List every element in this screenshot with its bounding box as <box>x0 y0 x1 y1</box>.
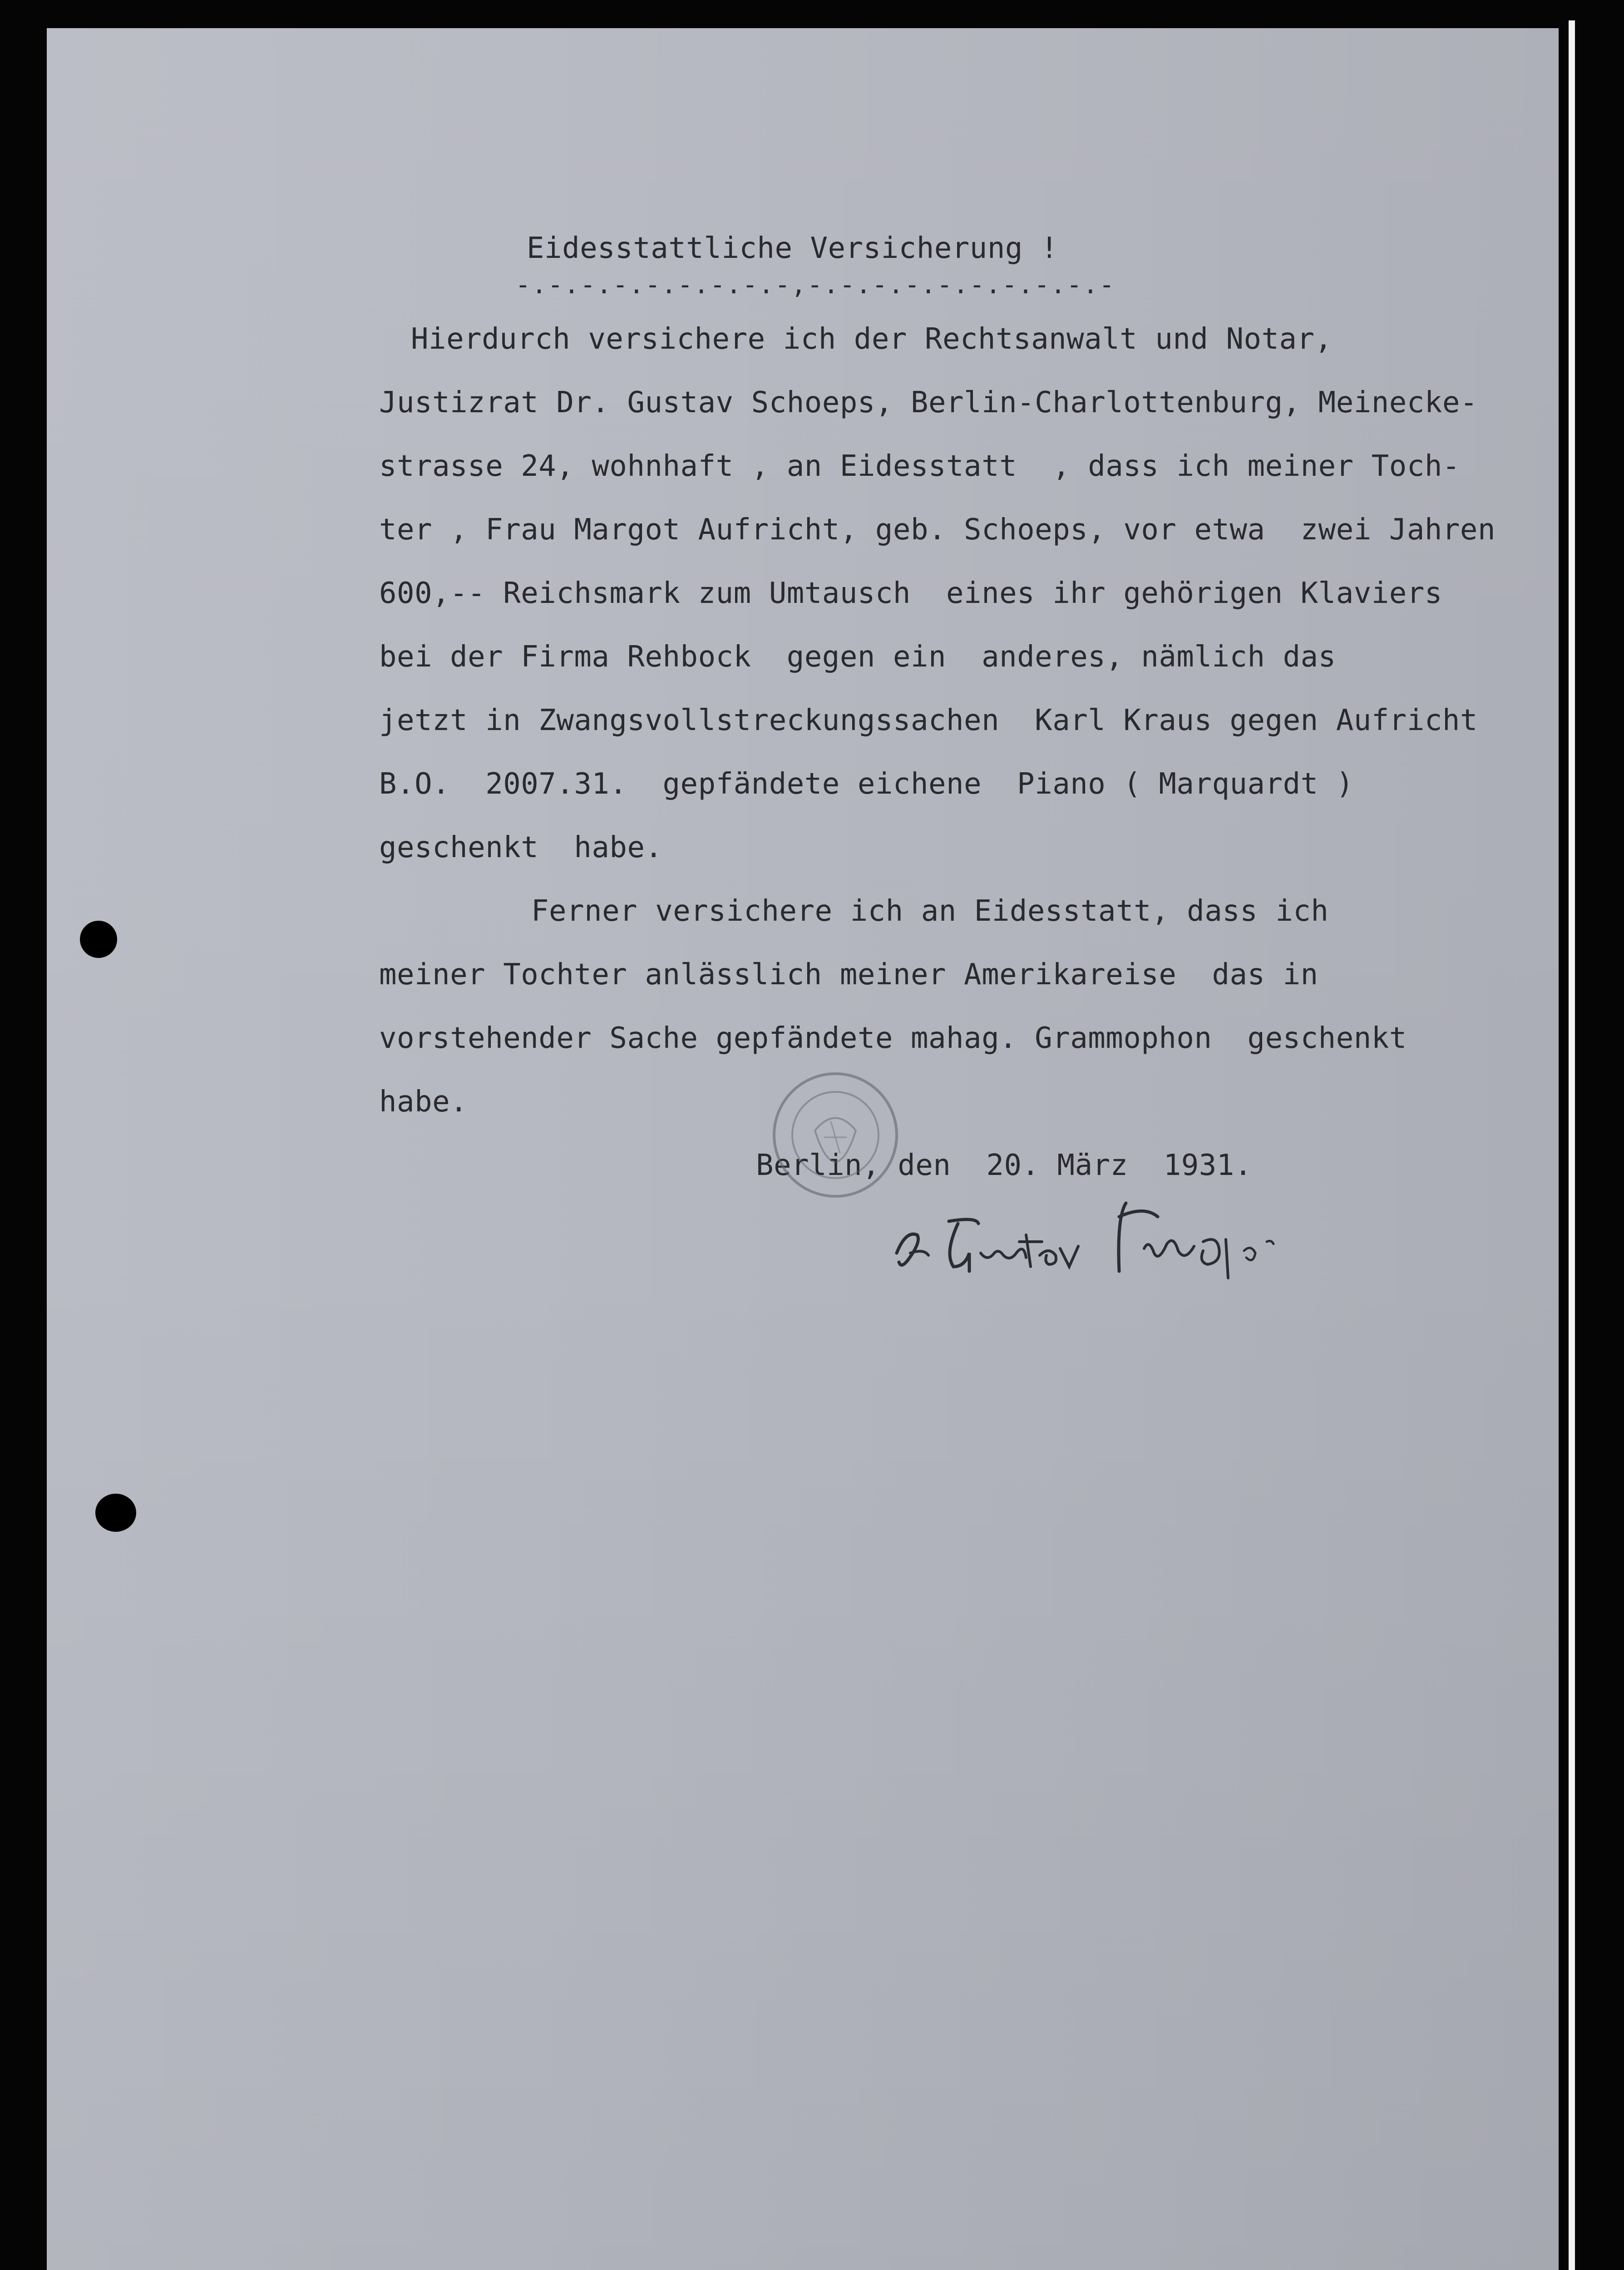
body-line-6: bei der Firma Rehbock gegen ein anderes, nämlich das <box>379 640 1336 674</box>
title-underline: -.-.-.-.-.-.-.-.-,-.-.-.-.-.-.-.-.-.- <box>515 270 1116 300</box>
place-date-line: Berlin, den 20. März 1931. <box>756 1149 1252 1182</box>
body-line-3: strasse 24, wohnhaft , an Eidesstatt , dass ich meiner Toch- <box>379 449 1460 483</box>
official-stamp-seal <box>763 1062 908 1208</box>
body-line-4: ter , Frau Margot Aufricht, geb. Schoeps, vor etwa zwei Jahren <box>379 513 1496 547</box>
punch-hole-bottom <box>95 1494 136 1532</box>
punch-hole-top <box>80 921 117 958</box>
document-title: Eidesstattliche Versicherung ! <box>527 232 1058 265</box>
scan-edge-strip <box>1569 20 1575 2270</box>
body-line-13: habe. <box>379 1085 468 1119</box>
body-line-10: Ferner versichere ich an Eidesstatt, dass ich <box>531 894 1329 928</box>
body-line-9: geschenkt habe. <box>379 831 663 864</box>
body-line-8: B.O. 2007.31. gepfändete eichene Piano ( Marquardt ) <box>379 767 1354 801</box>
body-line-11: meiner Tochter anlässlich meiner Amerikareise das in <box>379 958 1318 992</box>
body-line-12: vorstehender Sache gepfändete mahag. Grammophon geschenkt <box>379 1022 1407 1055</box>
body-line-5: 600,-- Reichsmark zum Umtausch eines ihr gehörigen Klaviers <box>379 577 1442 610</box>
handwritten-signature <box>890 1199 1335 1285</box>
body-line-2: Justizrat Dr. Gustav Schoeps, Berlin-Charlottenburg, Meinecke- <box>379 386 1478 419</box>
body-line-7: jetzt in Zwangsvollstreckungssachen Karl Kraus gegen Aufricht <box>379 704 1478 737</box>
body-line-1: Hierdurch versichere ich der Rechtsanwalt und Notar, <box>411 322 1333 356</box>
